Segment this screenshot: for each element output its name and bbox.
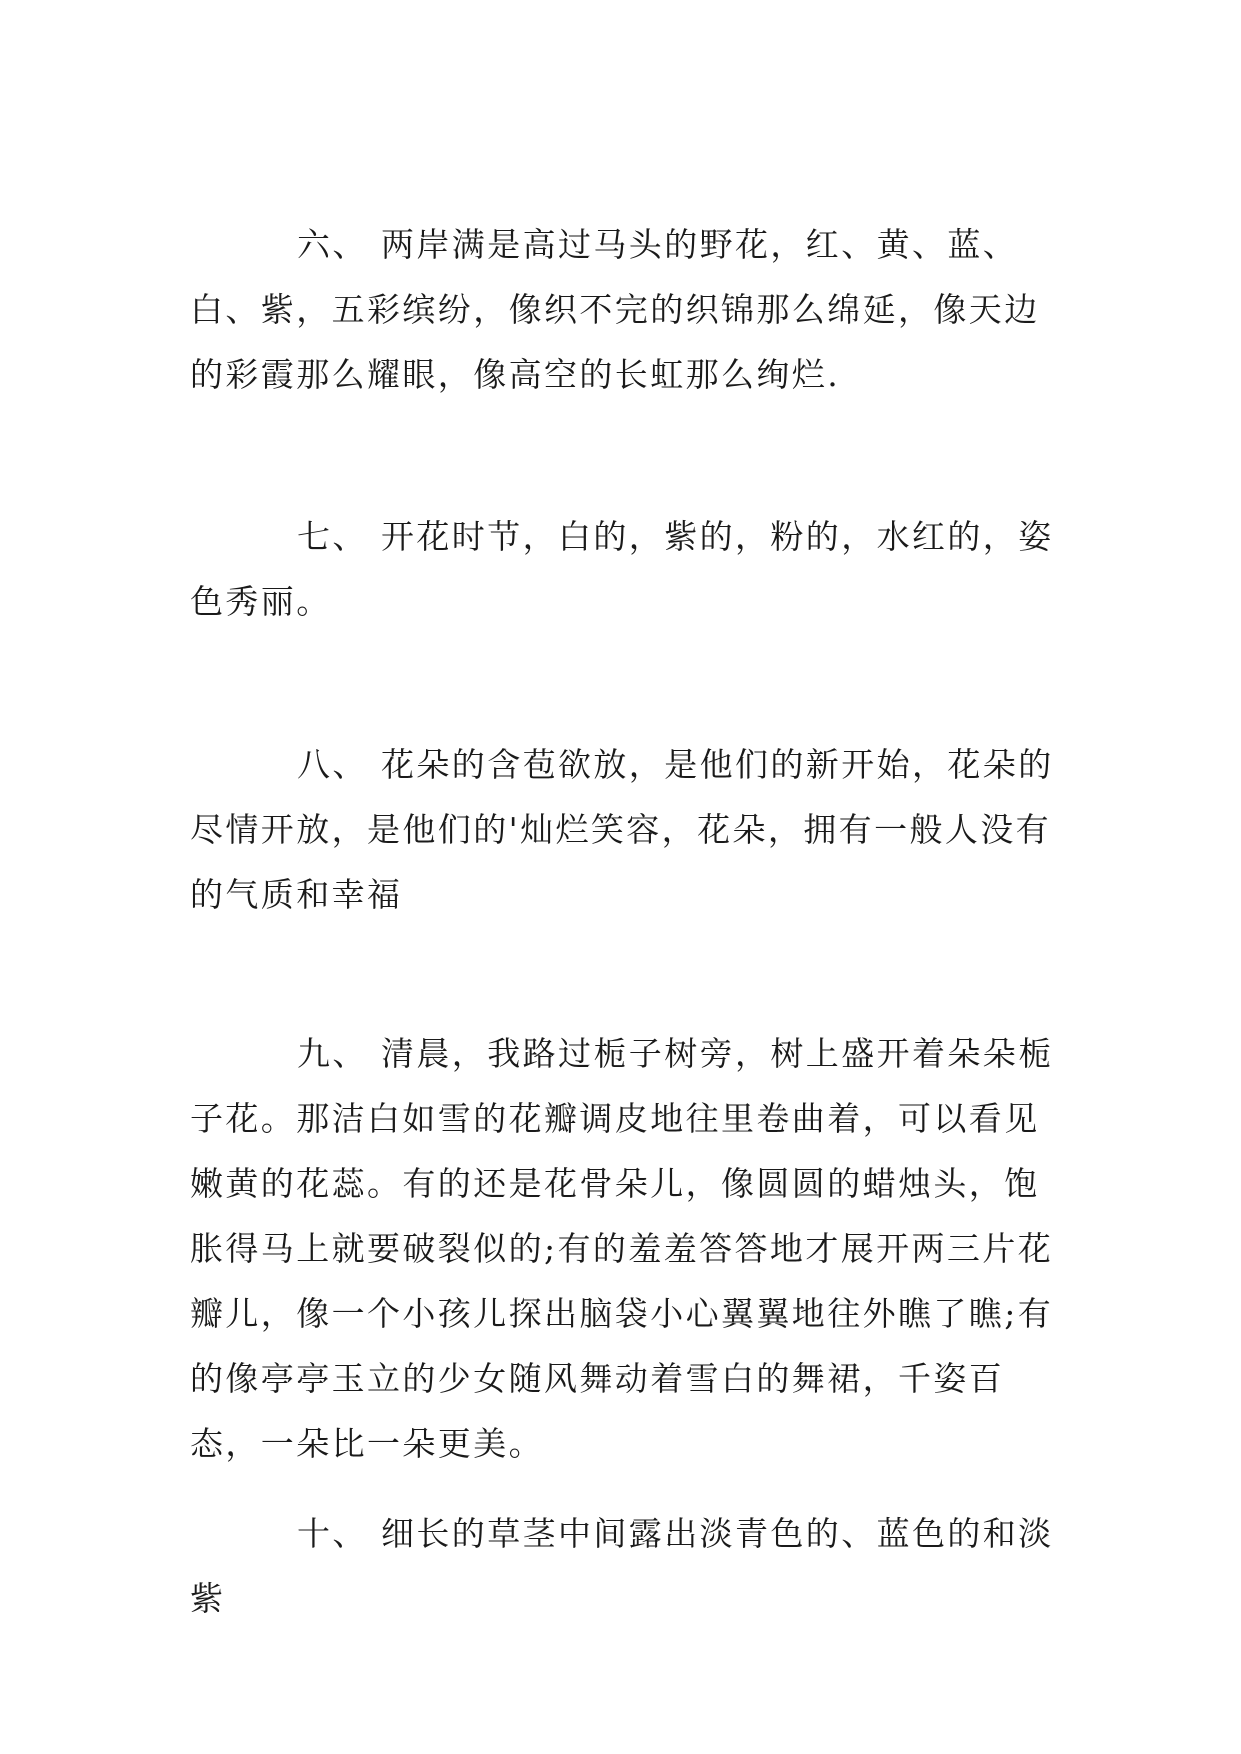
paragraph-number: 十、 [297, 1514, 368, 1553]
paragraph-9 [190, 1021, 1054, 1476]
paragraph-text: 清晨，我路过栀子树旁，树上盛开着朵朵栀子花。那洁白如雪的花瓣调皮地往里卷曲着，可以看见嫩黄的花蕊。有的还是花骨朵儿，像圆圆的蜡烛头，饱胀得马上就要破裂似的;有的羞羞答答地才展开两三片花瓣儿，像一个小孩儿探出脑袋小心翼翼地往外瞧了瞧;有的像亭亭玉立的少女随风舞动着雪白的舞裙，千姿百态，一朵比一朵更美。 [190, 1034, 1054, 1463]
paragraph-7 [190, 504, 1054, 634]
paragraph-10 [190, 1501, 1054, 1631]
paragraph-text: 花朵的含苞欲放，是他们的新开始，花朵的尽情开放，是他们的'灿烂笑容，花朵，拥有一般人没有的气质和幸福 [190, 745, 1054, 914]
paragraph-text: 细长的草茎中间露出淡青色的、蓝色的和淡紫 [190, 1514, 1054, 1618]
paragraph-number: 七、 [297, 517, 368, 556]
paragraph-number: 六、 [297, 225, 368, 264]
paragraph-text: 两岸满是高过马头的野花，红、黄、蓝、白、紫，五彩缤纷，像织不完的织锦那么绵延，像天边的彩霞那么耀眼，像高空的长虹那么绚烂. [190, 225, 1040, 394]
paragraph-8 [190, 732, 1054, 927]
paragraph-text: 开花时节，白的，紫的，粉的，水红的，姿色秀丽。 [190, 517, 1054, 621]
paragraph-number: 八、 [297, 745, 368, 784]
paragraph-number: 九、 [297, 1034, 368, 1073]
paragraph-6 [190, 212, 1054, 407]
